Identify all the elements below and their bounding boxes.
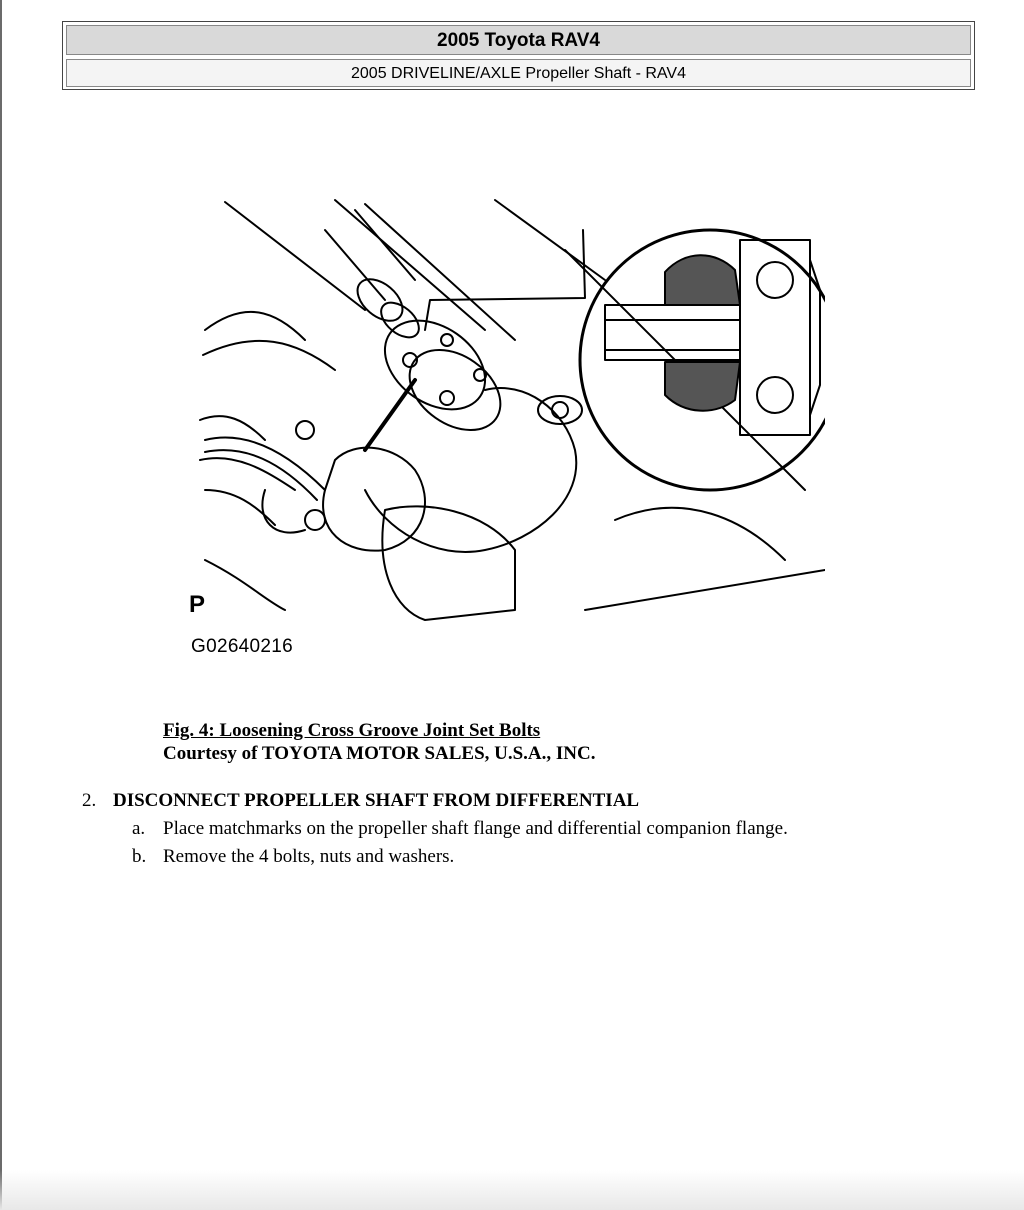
propeller-shaft [355,210,415,280]
bolt [441,334,453,346]
hand [323,448,425,551]
wrench [365,380,415,450]
frame-line [615,508,785,560]
frame-line [205,312,305,340]
hose [205,437,325,490]
detail-boot [665,255,740,305]
detail-boot [665,362,740,411]
propeller-shaft [325,230,385,300]
hand [382,506,515,620]
sub-step-text: Place matchmarks on the propeller shaft flange and differential companion flange. [163,818,788,839]
sub-step [82,843,788,871]
mount-bolt [552,402,568,418]
frame-line [495,200,605,280]
detail-shaft [605,305,740,360]
frame-line [585,570,825,610]
detail-shaft [605,320,740,350]
hose [262,490,305,533]
shaft-ring [350,271,410,329]
bolt [440,391,454,405]
figure-code: G02640216 [191,636,294,657]
detail-ball [757,262,793,298]
step-title: DISCONNECT PROPELLER SHAFT FROM DIFFERENTIAL [113,790,640,811]
header-subtitle: 2005 DRIVELINE/AXLE Propeller Shaft - RAV4 [66,59,971,87]
technical-illustration [185,190,825,660]
sub-step-letter: a. [132,818,146,839]
figure-courtesy: Courtesy of TOYOTA MOTOR SALES, U.S.A., INC. [163,743,596,764]
procedure-steps [82,787,788,871]
joint-flange [395,333,516,446]
figure-caption [163,719,596,765]
frame-line [205,560,285,610]
figure-letter: P [189,591,206,618]
detail-ball [757,377,793,413]
page-left-border [0,0,2,1210]
frame-line [200,416,265,440]
step-number: 2. [82,790,97,811]
sub-step-letter: b. [132,846,147,867]
header-title: 2005 Toyota RAV4 [66,25,971,55]
sub-step [82,815,788,843]
frame-line [203,341,335,370]
frame-line [200,458,295,490]
page-bottom-shadow [0,1170,1024,1210]
differential-housing [365,388,576,552]
fitting [296,421,314,439]
step-heading [82,787,788,815]
figure-title: Fig. 4: Loosening Cross Groove Joint Set Bolts [163,720,541,741]
sub-step-text: Remove the 4 bolts, nuts and washers. [163,846,455,867]
fitting [305,510,325,530]
frame-line [225,202,365,310]
document-header [62,21,975,90]
detail-housing [740,240,810,435]
